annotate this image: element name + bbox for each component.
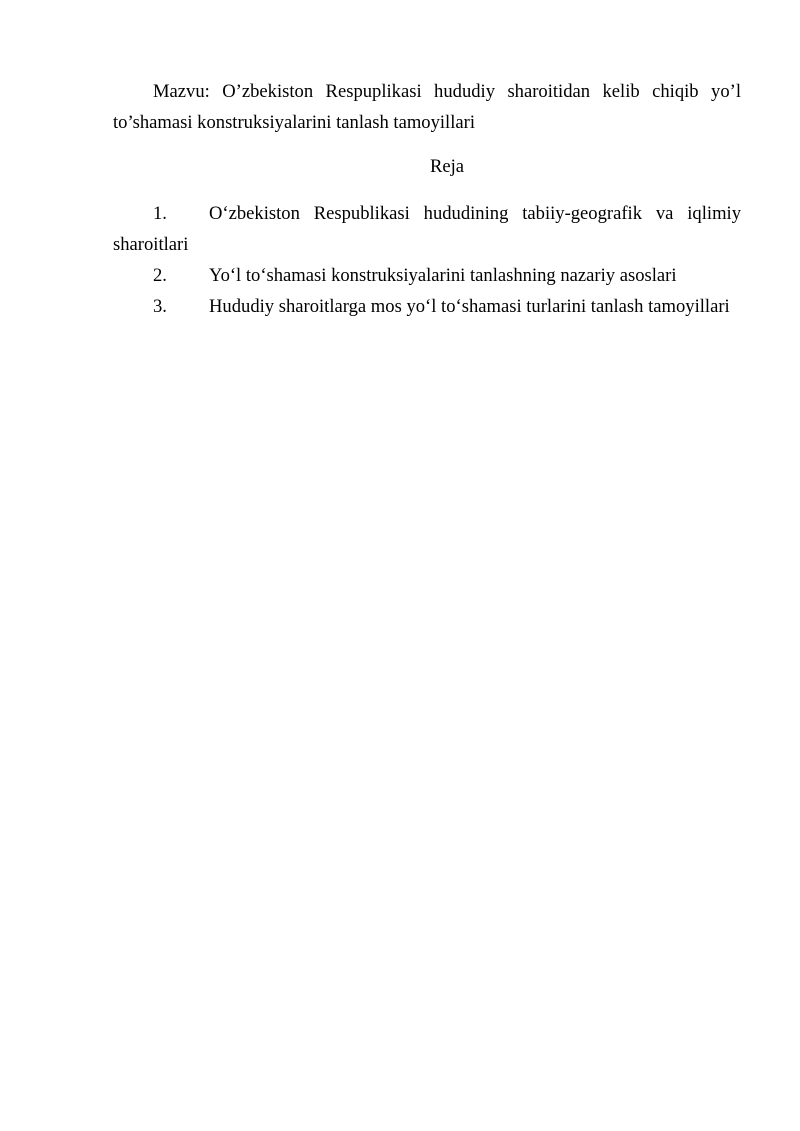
plan-item-text: Hududiy sharoitlarga mos yo‘l to‘shamasi turlarini tanlash tamoyillari — [209, 296, 730, 317]
plan-item-2 — [113, 260, 741, 291]
plan-item-number: 3. — [153, 296, 167, 317]
topic-paragraph: Mazvu: O’zbekiston Respuplikasi hududiy sharoitidan kelib chiqib yo’l to’shamasi konstruksiyalarini tanlash tamoyillari — [113, 81, 741, 133]
plan-item-1 — [113, 198, 741, 260]
plan-item-number: 1. — [153, 203, 167, 224]
plan-item-3 — [113, 291, 741, 322]
plan-item-text: Yo‘l to‘shamasi konstruksiyalarini tanlashning nazariy asoslari — [209, 265, 677, 286]
plan-item-text: O‘zbekiston Respublikasi hududining tabiiy-geografik va iqlimiy sharoitlari — [113, 203, 741, 255]
plan-item-number: 2. — [153, 265, 167, 286]
plan-list — [113, 198, 741, 322]
plan-heading: Reja — [429, 156, 465, 177]
